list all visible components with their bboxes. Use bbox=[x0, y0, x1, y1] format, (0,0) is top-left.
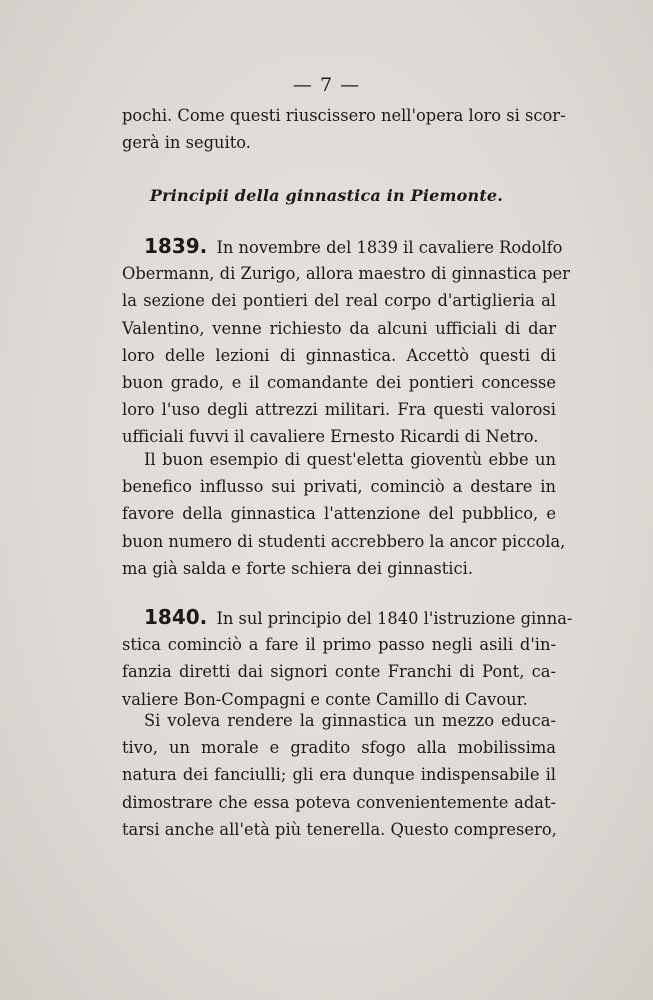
text-line bbox=[122, 233, 563, 260]
text-line: tivo, un morale e gradito sfogo alla mobilissima bbox=[122, 738, 556, 758]
section-heading: Principii della ginnastica in Piemonte. bbox=[149, 186, 504, 205]
section-1840-paragraph-1 bbox=[122, 604, 573, 713]
text-line: favore della ginnastica l'attenzione del pubblico, e bbox=[122, 504, 556, 524]
text-line: ma già salda e forte schiera dei ginnastici. bbox=[122, 558, 474, 578]
text-line: Si voleva rendere la ginnastica un mezzo educa- bbox=[144, 711, 556, 730]
text-line: tarsi anche all'età più tenerella. Questo compresero, bbox=[122, 819, 557, 839]
text-line: valiere Bon-Compagni e conte Camillo di Cavour. bbox=[122, 689, 528, 709]
text-line: Il buon esempio di quest'eletta gioventù ebbe un bbox=[144, 450, 556, 469]
section-1840-paragraph-2 bbox=[122, 707, 556, 843]
text-line: la sezione dei pontieri del real corpo d'artiglieria al bbox=[122, 291, 556, 311]
text-line: natura dei fanciulli; gli era dunque indispensabile il bbox=[122, 765, 556, 785]
text-line: benefico influsso sui privati, cominciò a destare in bbox=[122, 477, 556, 497]
intro-paragraph bbox=[122, 102, 566, 156]
year-label: 1840. bbox=[144, 605, 208, 629]
text-line: stica cominciò a fare il primo passo negli asili d'in- bbox=[122, 635, 556, 655]
text-line: buon numero di studenti accrebbero la ancor piccola, bbox=[122, 531, 566, 551]
text-line: pochi. Come questi riuscissero nell'opera loro si scor- bbox=[122, 106, 566, 125]
text-line: ufficiali fuvvi il cavaliere Ernesto Ricardi di Netro. bbox=[122, 427, 539, 447]
text-line: Obermann, di Zurigo, allora maestro di ginnastica per bbox=[122, 264, 570, 284]
text-line-content: In novembre del 1839 il cavaliere Rodolfo bbox=[216, 238, 563, 257]
text-line: fanzia diretti dai signori conte Franchi di Pont, ca- bbox=[122, 662, 556, 682]
text-line: Valentino, venne richiesto da alcuni ufficiali di dar bbox=[122, 318, 556, 338]
year-label: 1839. bbox=[144, 234, 208, 258]
section-1839-paragraph-1 bbox=[122, 233, 570, 451]
text-line: loro l'uso degli attrezzi militari. Fra questi valorosi bbox=[122, 400, 556, 420]
text-line: gerà in seguito. bbox=[122, 133, 251, 153]
text-line: dimostrare che essa poteva convenientemente adat- bbox=[122, 792, 556, 812]
text-line: buon grado, e il comandante dei pontieri concesse bbox=[122, 372, 556, 392]
text-line-content: In sul principio del 1840 l'istruzione ginna- bbox=[216, 609, 573, 628]
page-number: — 7 — bbox=[292, 74, 361, 96]
text-line: loro delle lezioni di ginnastica. Accettò questi di bbox=[122, 345, 556, 365]
text-line bbox=[122, 604, 573, 631]
section-1839-paragraph-2 bbox=[122, 446, 566, 582]
